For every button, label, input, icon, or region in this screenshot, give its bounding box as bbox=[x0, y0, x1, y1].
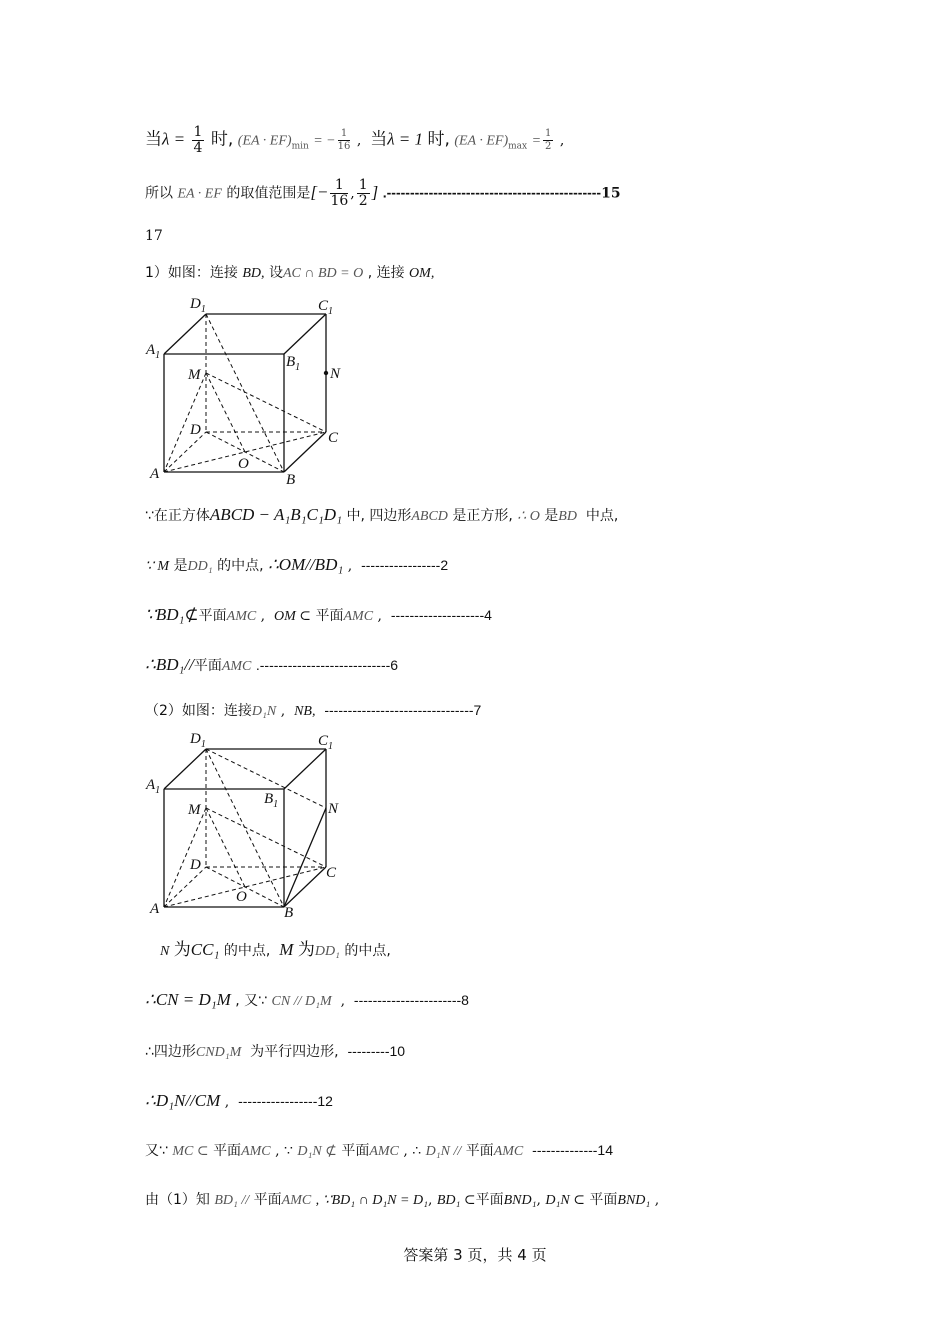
fraction bbox=[330, 178, 348, 209]
text: 的取值范围是 bbox=[226, 185, 311, 202]
math: MC ⊂ bbox=[172, 1144, 209, 1159]
edge bbox=[164, 314, 206, 354]
text: , bbox=[224, 1094, 230, 1110]
label-b: B bbox=[286, 472, 296, 488]
line-15 bbox=[145, 1190, 659, 1211]
numerator: 1 bbox=[358, 177, 368, 193]
label-c: C bbox=[328, 430, 339, 446]
label-d1: $D_1$ bbox=[190, 731, 206, 750]
math: D₁N // bbox=[425, 1144, 462, 1159]
math: AC ∩ BD = O bbox=[283, 266, 364, 281]
line-11 bbox=[145, 990, 469, 1012]
text: 为平行四边形, bbox=[250, 1044, 339, 1060]
line-9 bbox=[145, 700, 481, 722]
math: ∴CN = D₁M bbox=[145, 990, 231, 1009]
text: 当 bbox=[370, 129, 388, 150]
math: (EA · EF) bbox=[237, 133, 292, 149]
hidden-edge bbox=[164, 432, 206, 472]
score-dashes: ---------10 bbox=[347, 1043, 406, 1059]
math: CC₁ bbox=[190, 940, 220, 959]
text: 的中点, bbox=[223, 943, 271, 959]
score-dashes: .---------------------------------------------- bbox=[382, 184, 602, 201]
label-d: D bbox=[190, 422, 201, 438]
math: AMC bbox=[369, 1144, 399, 1159]
math: ∴ O bbox=[517, 509, 540, 524]
math: BND₁ bbox=[617, 1193, 651, 1208]
math: BND₁ bbox=[503, 1193, 537, 1208]
diagonal-bd1 bbox=[206, 749, 284, 907]
cube-figure-2 bbox=[140, 725, 370, 925]
score-dashes: --------------14 bbox=[532, 1142, 613, 1158]
score-dashes: -----------------12 bbox=[238, 1093, 333, 1109]
math: CND₁M bbox=[195, 1045, 242, 1060]
line-1 bbox=[145, 125, 564, 156]
score-dashes: -----------------2 bbox=[361, 557, 449, 573]
fraction bbox=[338, 128, 351, 153]
fraction bbox=[543, 128, 553, 153]
label-b: B bbox=[284, 905, 294, 921]
math: AMC bbox=[343, 609, 374, 624]
line-8 bbox=[145, 655, 398, 677]
text: 的中点, bbox=[344, 943, 391, 959]
text: , ∵ bbox=[275, 1143, 293, 1159]
math: BD₁ // bbox=[214, 1193, 250, 1208]
score-dashes: --------------------4 bbox=[390, 607, 492, 623]
label-a1: $A_1$ bbox=[146, 777, 161, 796]
text: 平面 bbox=[465, 1143, 494, 1159]
fraction bbox=[357, 178, 370, 209]
point-n bbox=[324, 371, 328, 375]
math: BD₁ ⊂ bbox=[436, 1193, 476, 1208]
label-b1: $B_1$ bbox=[286, 354, 301, 373]
label-n: N bbox=[328, 801, 339, 817]
text: （2）如图：连接 bbox=[145, 703, 252, 719]
label-n: N bbox=[330, 366, 341, 382]
text: 中, 四边形 bbox=[346, 508, 412, 524]
edge bbox=[284, 867, 326, 907]
score-dashes: --------------------------------7 bbox=[324, 702, 482, 718]
segment-om bbox=[206, 808, 245, 887]
segment-mc bbox=[206, 808, 326, 867]
text: 又∵ bbox=[145, 1143, 168, 1159]
text: , bbox=[356, 132, 362, 149]
text: 时, bbox=[427, 129, 450, 150]
math: (EA · EF) bbox=[454, 133, 509, 149]
math: ] bbox=[371, 182, 379, 202]
math: [− bbox=[310, 182, 329, 202]
score: 15 bbox=[601, 185, 621, 202]
text: , bbox=[427, 1192, 433, 1208]
denominator: 16 bbox=[337, 141, 351, 152]
text: 中点, bbox=[585, 508, 619, 524]
math: M bbox=[279, 940, 294, 959]
line-14 bbox=[145, 1140, 613, 1162]
hidden-edge bbox=[164, 867, 206, 907]
denominator: 2 bbox=[545, 141, 552, 152]
line-5 bbox=[145, 505, 618, 527]
math: AMC bbox=[493, 1144, 524, 1159]
math: DD₁ bbox=[314, 944, 340, 959]
line-12 bbox=[145, 1041, 405, 1063]
score-dashes: -----------------------8 bbox=[353, 992, 469, 1008]
label-m: M bbox=[188, 802, 201, 818]
math: BD bbox=[558, 509, 577, 524]
text: , bbox=[377, 608, 382, 624]
text: 平面 bbox=[193, 658, 222, 674]
math: ABCD bbox=[411, 509, 448, 524]
label-o: O bbox=[236, 889, 247, 905]
cube-figure-1 bbox=[140, 290, 370, 490]
numerator: 1 bbox=[330, 178, 348, 194]
math: ∵BD₁⊄ bbox=[145, 605, 199, 624]
text: ∴四边形 bbox=[145, 1044, 196, 1060]
denominator: 2 bbox=[358, 193, 368, 209]
text: 平面 bbox=[213, 1143, 242, 1159]
math: AMC bbox=[221, 659, 252, 674]
math: OM, bbox=[409, 266, 435, 281]
math: ∴BD₁// bbox=[145, 655, 194, 674]
math: NB, bbox=[294, 704, 316, 719]
text: 平面 bbox=[475, 1192, 504, 1208]
text: , 连接 bbox=[367, 265, 405, 281]
math: D₁N ⊂ bbox=[545, 1193, 585, 1208]
text: , bbox=[280, 703, 286, 719]
math: = − bbox=[313, 133, 336, 149]
math: λ = 1 bbox=[387, 129, 424, 149]
line-7 bbox=[145, 605, 492, 627]
math: BD, bbox=[242, 266, 265, 281]
subscript: max bbox=[508, 141, 528, 152]
math: λ = bbox=[162, 129, 186, 149]
text: 为 bbox=[173, 940, 191, 960]
numerator: 1 bbox=[338, 128, 351, 141]
label-a: A bbox=[150, 901, 160, 917]
text: , bbox=[347, 558, 353, 574]
math: D₁N ⊄ bbox=[297, 1144, 337, 1159]
text: , bbox=[536, 1192, 541, 1208]
question-number bbox=[145, 226, 163, 246]
math: EA · EF bbox=[177, 186, 222, 202]
math: N bbox=[160, 944, 170, 959]
edge bbox=[284, 314, 326, 354]
text: 是 bbox=[173, 558, 188, 574]
edge bbox=[284, 432, 326, 472]
text: 平面 bbox=[589, 1192, 618, 1208]
segment-om bbox=[206, 373, 245, 452]
text: 的中点, bbox=[217, 558, 264, 574]
label-m: M bbox=[188, 367, 201, 383]
numerator: 1 bbox=[545, 128, 552, 139]
text: 平面 bbox=[198, 608, 227, 624]
math: AMC bbox=[241, 1144, 271, 1159]
text: , bbox=[260, 608, 266, 624]
text: 为 bbox=[297, 940, 315, 960]
line-13 bbox=[145, 1091, 333, 1112]
math: OM ⊂ bbox=[274, 609, 312, 624]
math: ∵ M bbox=[145, 559, 170, 574]
math: = bbox=[531, 133, 542, 149]
text: , bbox=[350, 185, 355, 202]
text: 平面 bbox=[315, 608, 344, 624]
text: 是 bbox=[544, 508, 559, 524]
text: 平面 bbox=[341, 1143, 370, 1159]
math: D₁N bbox=[251, 704, 277, 719]
diagonal-bd1 bbox=[206, 314, 284, 472]
label-d1: $D_1$ bbox=[190, 296, 206, 315]
math: ∴D₁N//CM bbox=[145, 1091, 221, 1110]
text: , ∴ bbox=[403, 1143, 422, 1159]
label-c1: $C_1$ bbox=[318, 733, 334, 752]
label-a: A bbox=[150, 466, 160, 482]
segment-nb bbox=[284, 808, 326, 907]
label-o: O bbox=[238, 456, 249, 472]
line-4 bbox=[145, 263, 434, 284]
text: 平面 bbox=[253, 1192, 282, 1208]
math: AMC bbox=[281, 1193, 312, 1208]
fraction bbox=[192, 125, 205, 156]
line-2 bbox=[145, 178, 621, 209]
denominator: 16 bbox=[330, 193, 349, 209]
text: 1）如图：连接 bbox=[145, 265, 238, 281]
text: 是正方形, bbox=[452, 508, 513, 524]
text: , 又∵ bbox=[235, 993, 268, 1009]
label-c: C bbox=[326, 865, 337, 881]
text: , bbox=[340, 993, 346, 1009]
line-6 bbox=[145, 555, 448, 577]
text: , bbox=[654, 1192, 660, 1208]
math: ABCD − A₁B₁C₁D₁ bbox=[209, 505, 342, 524]
page-footer: 答案第 3 页，共 4 页 bbox=[403, 1246, 547, 1264]
math: ∴OM//BD₁ bbox=[267, 555, 344, 574]
label-b1: $B_1$ bbox=[264, 791, 279, 810]
text: 由（1）知 bbox=[145, 1192, 210, 1208]
text: 设 bbox=[269, 265, 283, 281]
subscript: min bbox=[291, 141, 309, 152]
text: 当 bbox=[145, 129, 162, 150]
edge bbox=[284, 749, 326, 789]
text: , bbox=[559, 132, 565, 149]
label-d: D bbox=[190, 857, 201, 873]
label-c1: $C_1$ bbox=[318, 298, 334, 317]
edge bbox=[164, 749, 206, 789]
math: AMC bbox=[226, 609, 257, 624]
line-10 bbox=[160, 940, 391, 962]
math: CN // D₁M bbox=[271, 994, 332, 1009]
numerator: 1 bbox=[193, 124, 203, 140]
label-a1: $A_1$ bbox=[146, 342, 161, 361]
text: ∵在正方体 bbox=[145, 508, 210, 524]
segment-mc bbox=[206, 373, 326, 432]
text: 所以 bbox=[145, 185, 173, 202]
score-dashes: .----------------------------6 bbox=[255, 657, 399, 673]
math: DD₁ bbox=[187, 559, 213, 574]
denominator: 4 bbox=[193, 140, 203, 156]
text: 17 bbox=[145, 228, 163, 244]
text: 时, bbox=[210, 129, 234, 150]
math: , ∵BD₁ ∩ D₁N = D₁ bbox=[315, 1193, 428, 1208]
